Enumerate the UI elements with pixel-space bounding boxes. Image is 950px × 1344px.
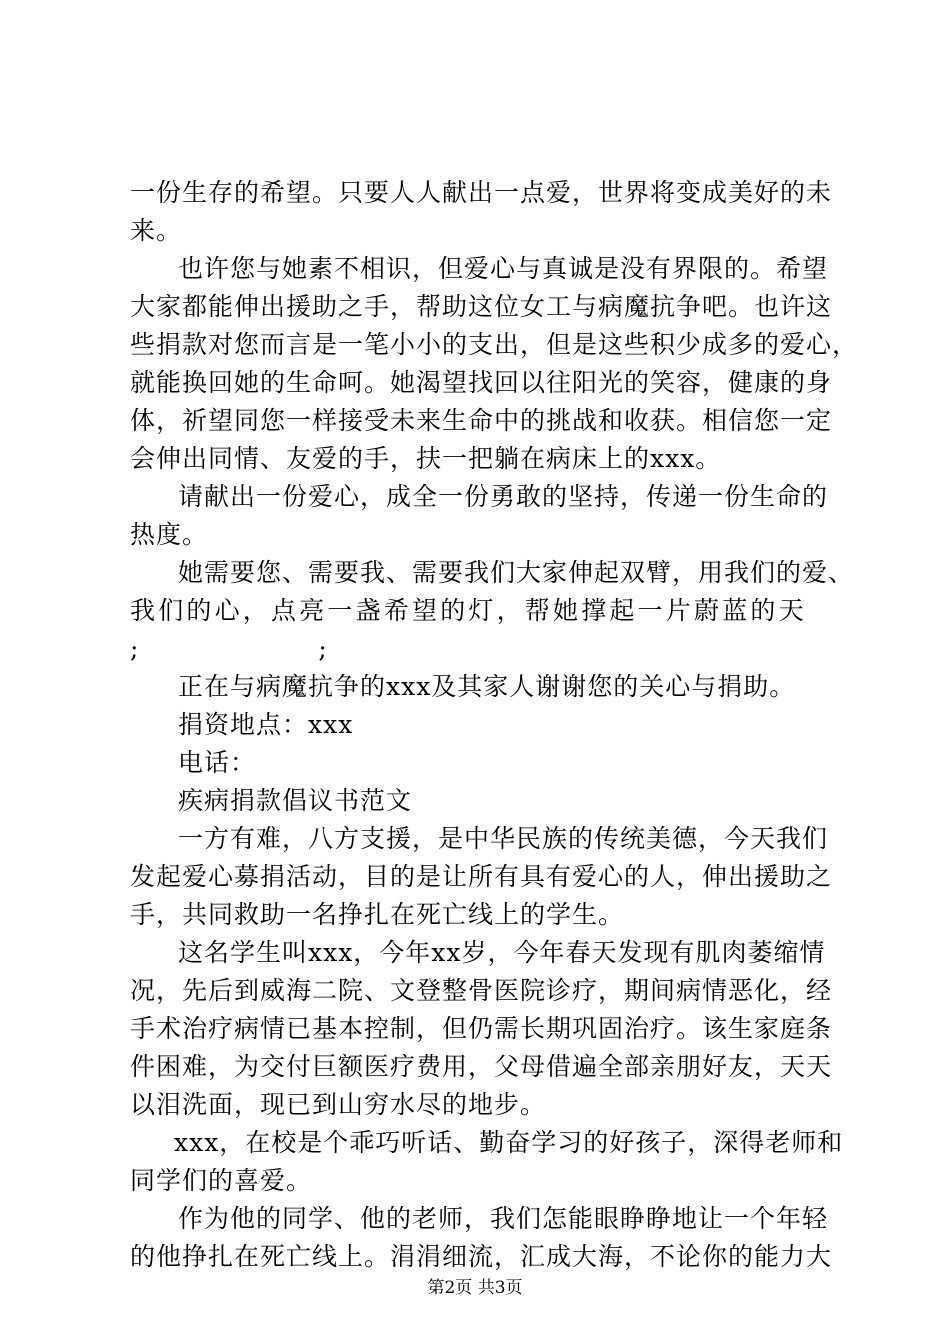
text-line: 手，共同救助一名挣扎在死亡线上的学生。 [130,900,625,929]
text-line: 我们的心，点亮一盏希望的灯，帮她撑起一片蔚蓝的天 [130,596,807,625]
text-line: 大家都能伸出援助之手，帮助这位女工与病魔抗争吧。也许这 [130,292,833,321]
text-line: 体，祈望同您一样接受未来生命中的挑战和收获。相信您一定 [130,406,833,435]
text-line: 她需要您、需要我、需要我们大家伸起双臂，用我们的爱、 [178,558,855,587]
text-line: 些捐款对您而言是一笔小小的支出，但是这些积少成多的爱心， [130,330,859,359]
page-footer: 第2页 共3页 [427,1278,523,1298]
text-line: 捐资地点：xxx [178,710,354,739]
text-line: 一方有难，八方支援，是中华民族的传统美德，今天我们 [178,824,829,853]
text-line: xxx，在校是个乖巧听话、勤奋学习的好孩子，深得老师和 [174,1128,844,1157]
text-line: 电话： [178,748,257,777]
text-line: 的他挣扎在死亡线上。涓涓细流，汇成大海，不论你的能力大 [130,1242,833,1271]
text-line: 就能换回她的生命呵。她渴望找回以往阳光的笑容，健康的身 [130,368,833,397]
text-line: 一份生存的希望。只要人人献出一点爱，世界将变成美好的未 [130,178,833,207]
text-line: ; ; [130,634,328,663]
text-line: 作为他的同学、他的老师，我们怎能眼睁睁地让一个年轻 [178,1204,829,1233]
text-line: 这名学生叫xxx，今年xx岁，今年春天发现有肌肉萎缩情 [178,938,826,967]
text-line: 正在与病魔抗争的xxx及其家人谢谢您的关心与捐助。 [178,672,796,701]
text-line: 会伸出同情、友爱的手，扶一把躺在病床上的xxx。 [130,444,722,473]
text-line: 以泪洗面，现已到山穷水尽的地步。 [130,1090,547,1119]
text-line: 请献出一份爱心，成全一份勇敢的坚持，传递一份生命的 [178,482,829,511]
text-line: 发起爱心募捐活动，目的是让所有具有爱心的人，伸出援助之 [130,862,833,891]
text-line: 也许您与她素不相识，但爱心与真诚是没有界限的。希望 [178,254,829,283]
text-line: 况，先后到威海二院、文登整骨医院诊疗，期间病情恶化，经 [130,976,833,1005]
section-heading: 疾病捐款倡议书范文 [178,786,413,815]
text-line: 同学们的喜爱。 [130,1166,313,1195]
text-line: 来。 [130,216,183,245]
text-line: 手术治疗病情已基本控制，但仍需长期巩固治疗。该生家庭条 [130,1014,833,1043]
text-line: 热度。 [130,520,209,549]
text-line: 件困难，为交付巨额医疗费用，父母借遍全部亲朋好友，天天 [130,1052,833,1081]
